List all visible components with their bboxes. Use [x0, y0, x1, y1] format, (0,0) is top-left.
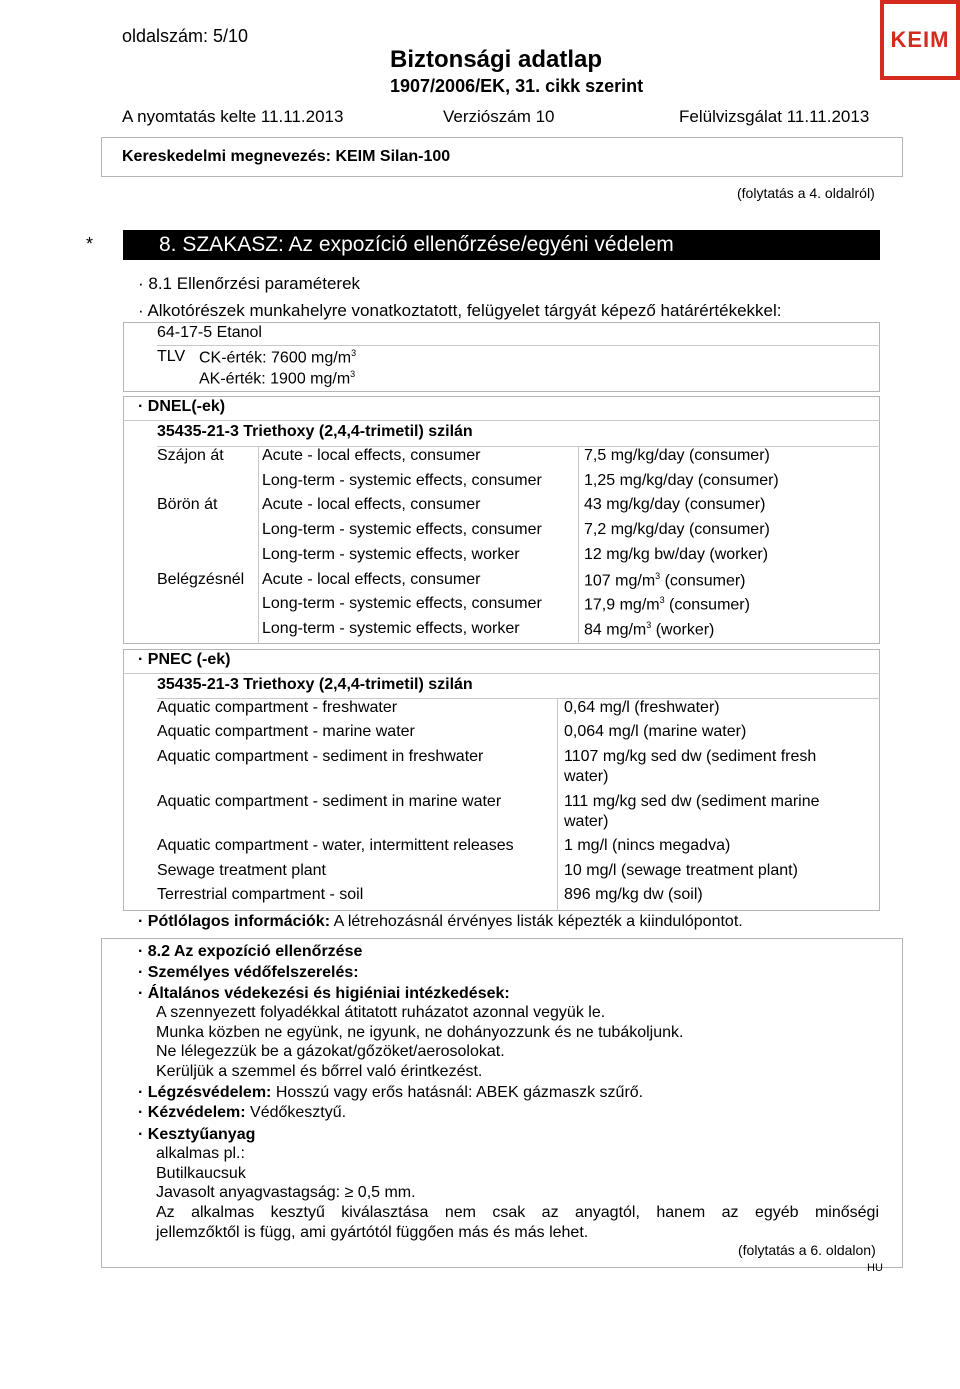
document-subtitle: 1907/2006/EK, 31. cikk szerint [390, 76, 644, 96]
glove-line-5: jellemzőktől is függ, ami gyártótól függően más és más lehet. [156, 1224, 589, 1241]
continued-from: (folytatás a 4. oldalról) [737, 185, 875, 201]
dnel-route: Szájon át [157, 447, 224, 464]
pnec-value: 1107 mg/kg sed dw (sediment fresh [564, 748, 817, 765]
pnec-divider [123, 673, 880, 674]
continued-to: (folytatás a 6. oldalon) [738, 1242, 876, 1258]
dnel-value: 43 mg/kg/day (consumer) [584, 496, 766, 513]
pnec-value: 0,64 mg/l (freshwater) [564, 699, 720, 716]
general-line-4: Kerüljük a szemmel és bőrrel való érintkezést. [156, 1063, 483, 1080]
trade-name: Kereskedelmi megnevezés: KEIM Silan-100 [122, 148, 451, 165]
logo-text: KEIM [890, 27, 950, 52]
pnec-heading: · PNEC (-ek) [138, 651, 231, 668]
ppe-label: · Személyes védőfelszerelés: [138, 964, 359, 981]
dnel-value: 107 $mg/m^3$ (consumer) [584, 571, 746, 590]
glove-line-2: Butilkaucsuk [156, 1165, 246, 1182]
dnel-effect: Acute - local effects, consumer [262, 571, 481, 588]
pnec-compartment: Sewage treatment plant [157, 862, 326, 879]
revision-date: Felülvizsgálat 11.11.2013 [679, 107, 870, 126]
pnec-compartment: Aquatic compartment - water, intermittent releases [157, 837, 514, 854]
pnec-value: 111 mg/kg sed dw (sediment marine [564, 793, 820, 810]
dnel-effect: Long-term - systemic effects, consumer [262, 521, 542, 538]
pnec-value: 896 mg/kg dw (soil) [564, 886, 703, 903]
language-code: HU [867, 1262, 883, 1274]
hand-protection: · Kézvédelem: Védőkesztyű. [138, 1104, 347, 1121]
pnec-compartment: Aquatic compartment - sediment in marine water [157, 793, 502, 810]
dnel-divider [123, 420, 880, 421]
pnec-value-continuation: water) [564, 813, 609, 830]
dnel-col-divider-2 [578, 446, 579, 644]
etanol-substance: 64-17-5 Etanol [157, 324, 262, 341]
glove-line-3: Javasolt anyagvastagság: ≥ 0,5 mm. [156, 1184, 416, 1201]
pnec-value: 10 mg/l (sewage treatment plant) [564, 862, 798, 879]
glove-material-label: · Kesztyűanyag [138, 1126, 256, 1143]
control-params-heading: · 8.1 Ellenőrzési paraméterek [138, 274, 361, 293]
dnel-value: 17,9 $mg/m^3$ (consumer) [584, 595, 750, 614]
pnec-value-continuation: water) [564, 768, 609, 785]
dnel-effect: Long-term - systemic effects, consumer [262, 595, 542, 612]
version: Verziószám 10 [443, 107, 555, 126]
general-line-1: A szennyezett folyadékkal átitatott ruházatot azonnal vegyük le. [156, 1004, 606, 1021]
tlv-label: TLV [157, 348, 186, 365]
additional-info: · Pótlólagos információk: A létrehozásnál érvényes listák képezték a kiindulópontot. [138, 913, 743, 930]
pnec-substance: 35435-21-3 Triethoxy (2,4,4-trimetil) szilán [157, 676, 473, 693]
dnel-effect: Long-term - systemic effects, worker [262, 620, 520, 637]
dnel-effect: Long-term - systemic effects, consumer [262, 472, 542, 489]
dnel-value: 84 $mg/m^3$ (worker) [584, 620, 715, 639]
general-line-3: Ne lélegezzük be a gázokat/gőzöket/aerosolokat. [156, 1043, 505, 1060]
exposure-heading: · 8.2 Az expozíció ellenőrzése [138, 943, 363, 960]
ck-value: CK-érték: 7600 $mg/m^3$ [199, 348, 357, 367]
revision-marker: * [86, 234, 94, 254]
print-date: A nyomtatás kelte 11.11.2013 [122, 107, 344, 126]
dnel-value: 7,2 mg/kg/day (consumer) [584, 521, 770, 538]
dnel-value: 12 mg/kg bw/day (worker) [584, 546, 769, 563]
glove-line-1: alkalmas pl.: [156, 1145, 245, 1162]
etanol-divider [157, 345, 880, 346]
pnec-compartment: Aquatic compartment - freshwater [157, 699, 398, 716]
components-label: · Alkotórészek munkahelyre vonatkoztatott, felügyelet tárgyát képező határértékekkel: [138, 301, 782, 320]
dnel-effect: Long-term - systemic effects, worker [262, 546, 520, 563]
pnec-col-divider [557, 698, 558, 911]
pnec-compartment: Aquatic compartment - sediment in freshwater [157, 748, 484, 765]
pnec-value: 0,064 mg/l (marine water) [564, 723, 747, 740]
trade-name-box [101, 137, 903, 177]
dnel-substance: 35435-21-3 Triethoxy (2,4,4-trimetil) szilán [157, 423, 473, 440]
dnel-route: Börön át [157, 496, 218, 513]
section-title-bar: 8. SZAKASZ: Az expozíció ellenőrzése/egyéni védelem [123, 230, 880, 260]
dnel-value: 1,25 mg/kg/day (consumer) [584, 472, 779, 489]
dnel-effect: Acute - local effects, consumer [262, 496, 481, 513]
pnec-value: 1 mg/l (nincs megadva) [564, 837, 731, 854]
page-number: oldalszám: 5/10 [122, 26, 249, 46]
dnel-col-divider-1 [258, 446, 259, 644]
general-measures-label: · Általános védekezési és higiéniai intézkedések: [138, 985, 510, 1002]
dnel-heading: · DNEL(-ek) [138, 398, 226, 415]
ak-value: AK-érték: 1900 $mg/m^3$ [199, 369, 356, 388]
keim-logo [880, 0, 960, 80]
dnel-effect: Acute - local effects, consumer [262, 447, 481, 464]
general-line-2: Munka közben ne együnk, ne igyunk, ne dohányozzunk és ne tubákoljunk. [156, 1024, 684, 1041]
respiratory-protection: · Légzésvédelem: Hosszú vagy erős hatásnál: ABEK gázmaszk szűrő. [138, 1084, 644, 1101]
glove-line-4: Az alkalmas kesztyű kiválasztása nem csak az anyagtól, hanem az egyéb minőségi [156, 1204, 879, 1221]
document-title: Biztonsági adatlap [390, 46, 603, 73]
dnel-value: 7,5 mg/kg/day (consumer) [584, 447, 770, 464]
pnec-compartment: Terrestrial compartment - soil [157, 886, 364, 903]
dnel-route: Belégzésnél [157, 571, 245, 588]
pnec-compartment: Aquatic compartment - marine water [157, 723, 415, 740]
